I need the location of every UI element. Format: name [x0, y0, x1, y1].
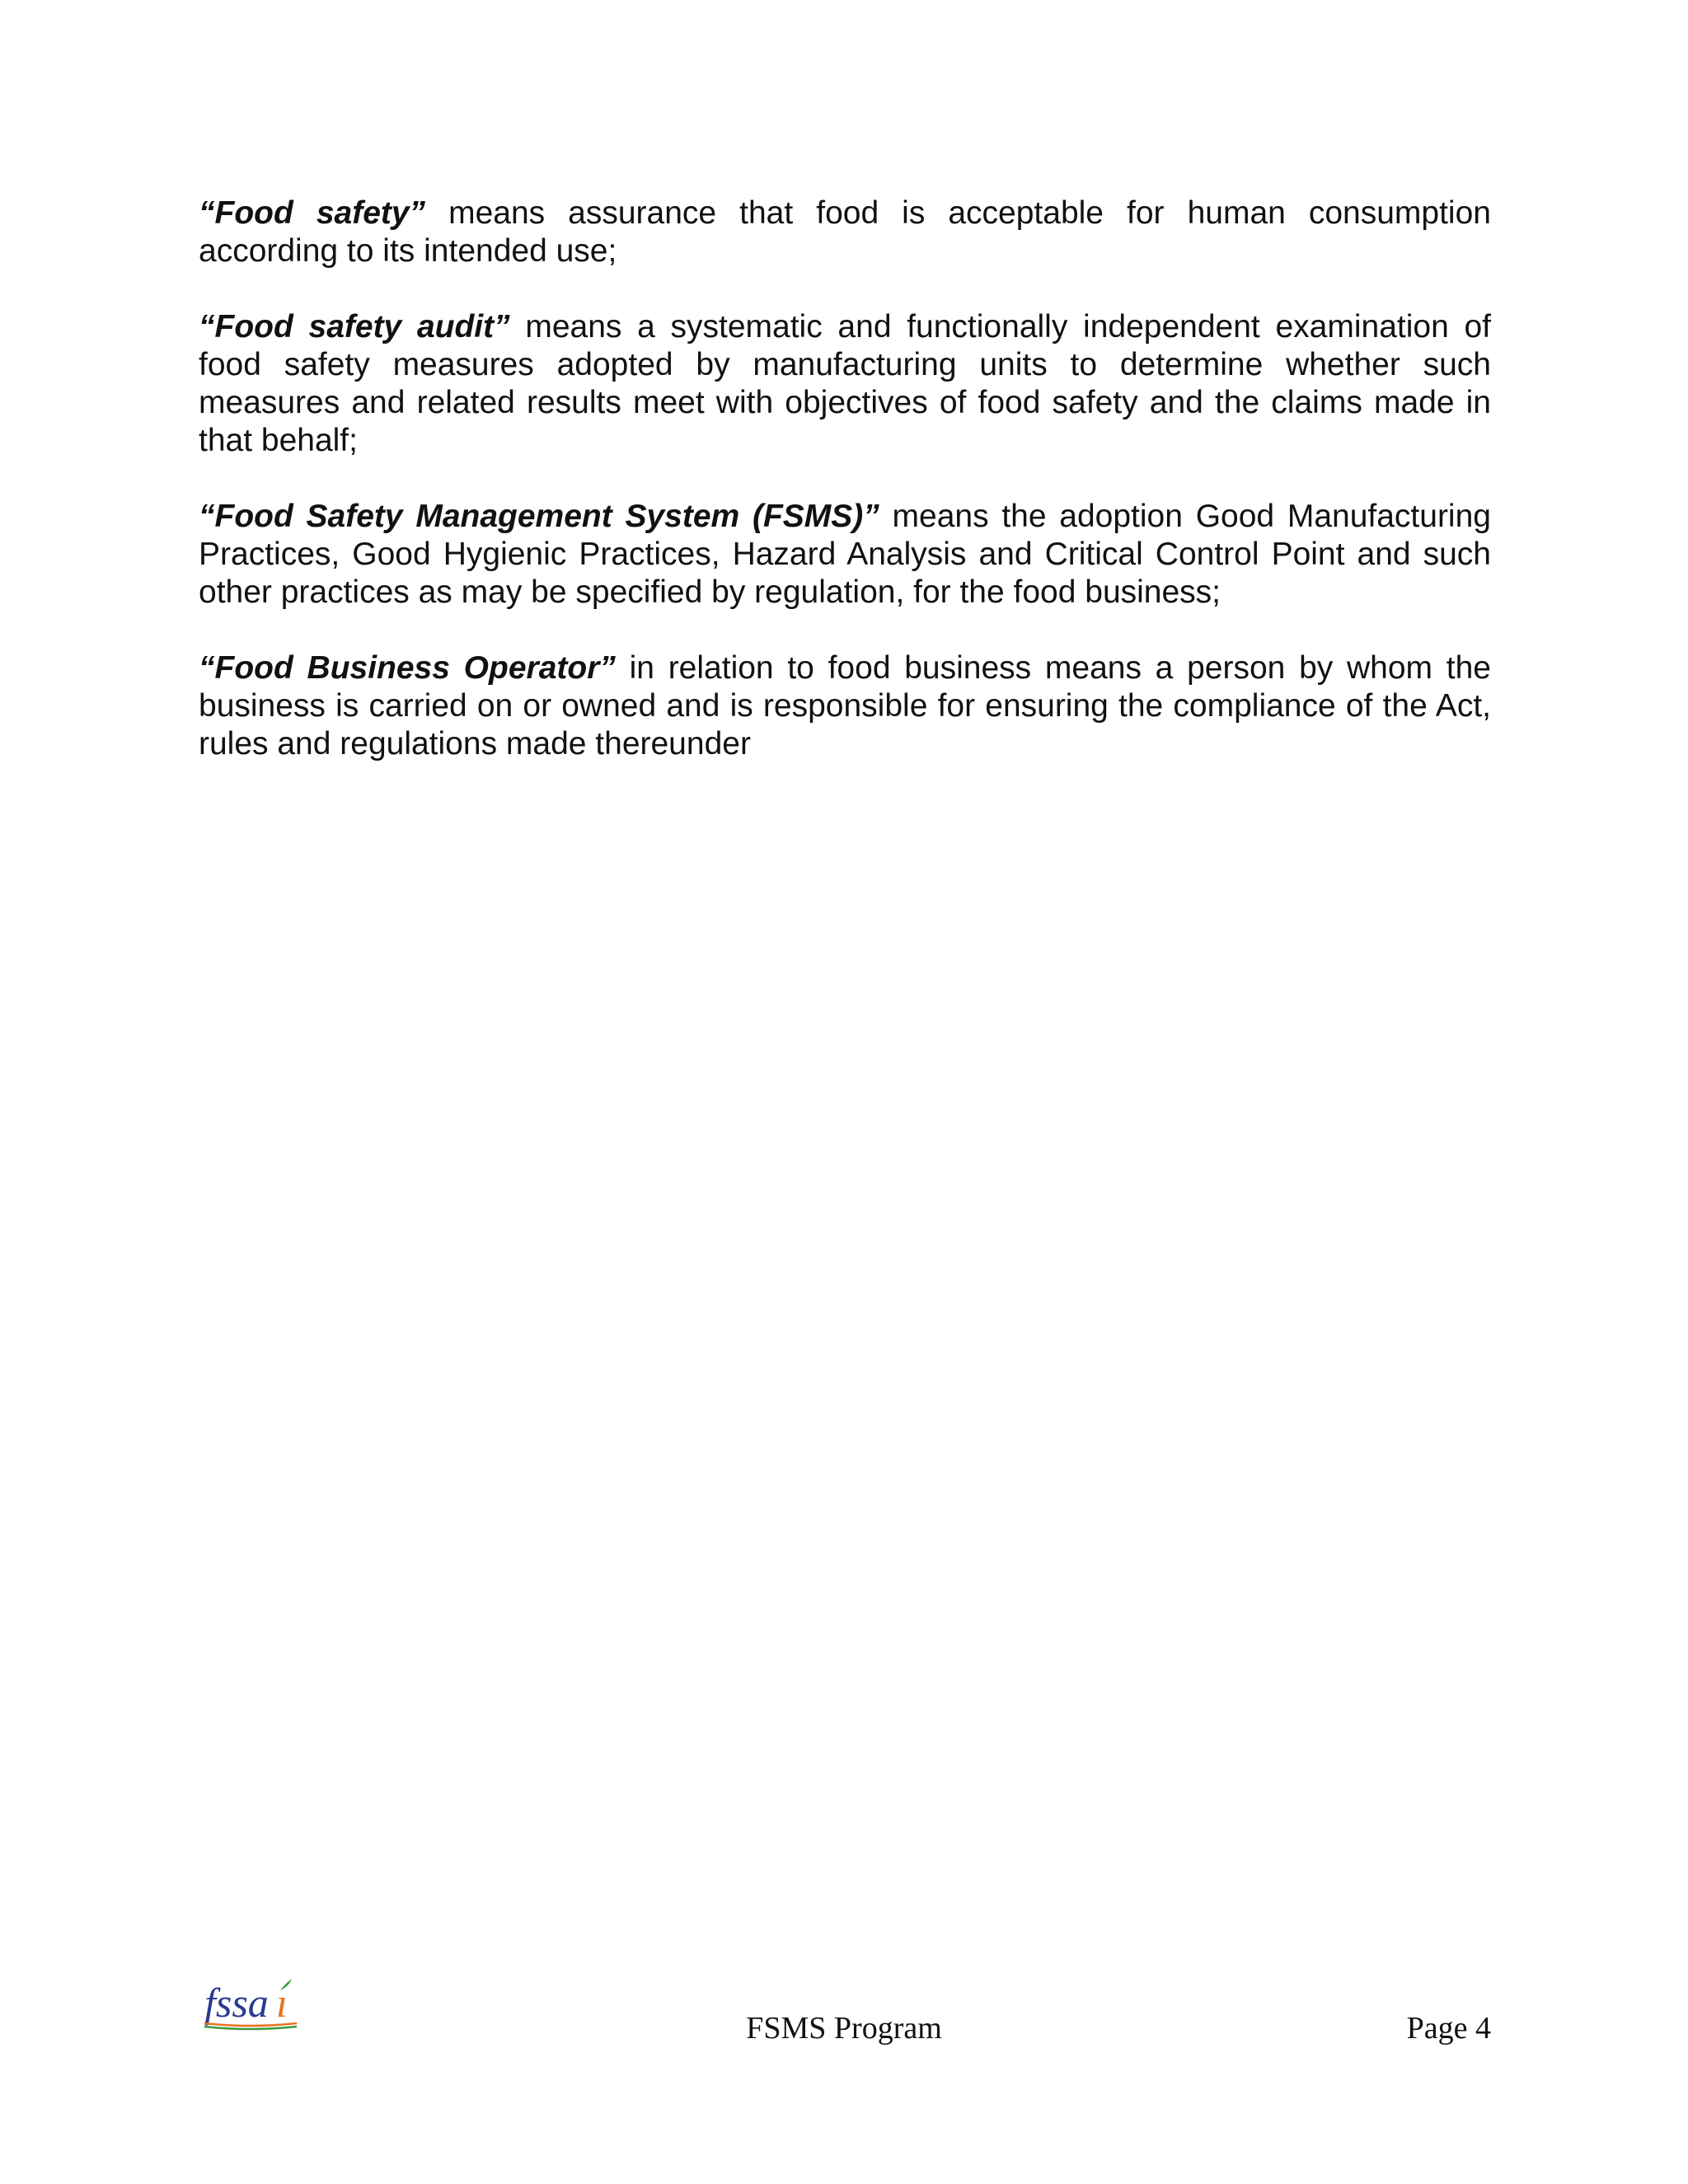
definition-text: means the adoption Good Manufacturing Practices, Good Hygienic Practices, Hazard Analysis and Critical Control Point and such other practices as may be specified by regulation, for the food business; — [199, 499, 1491, 610]
definition-fsms — [199, 498, 1491, 612]
page-number: Page 4 — [1406, 2011, 1491, 2046]
page-footer — [0, 1974, 1688, 2046]
footer-title: FSMS Program — [746, 2011, 942, 2046]
svg-text:fssa: fssa — [204, 1980, 269, 2026]
svg-text:ı: ı — [276, 1980, 288, 2026]
definition-term: “Food Business Operator” — [199, 650, 616, 686]
definition-food-safety-audit — [199, 308, 1491, 460]
definition-food-safety — [199, 194, 1491, 270]
definition-text: means assurance that food is acceptable for human consumption according to its intended use; — [199, 195, 1491, 269]
definition-term: “Food safety audit” — [199, 309, 510, 344]
definitions-section — [199, 194, 1491, 801]
definition-text: in relation to food business means a person by whom the business is carried on or owned and is responsible for ensuring the compliance of the Act, rules and regulations made thereunder — [199, 650, 1491, 762]
definition-term: “Food Safety Management System (FSMS)” — [199, 499, 879, 534]
definition-food-business-operator — [199, 649, 1491, 763]
definition-text: means a systematic and functionally independent examination of food safety measures adopted by manufacturing units to determine whether such measures and related results meet with objectives of food safety and the claims made in that behalf; — [199, 309, 1492, 458]
definition-term: “Food safety” — [199, 195, 426, 231]
